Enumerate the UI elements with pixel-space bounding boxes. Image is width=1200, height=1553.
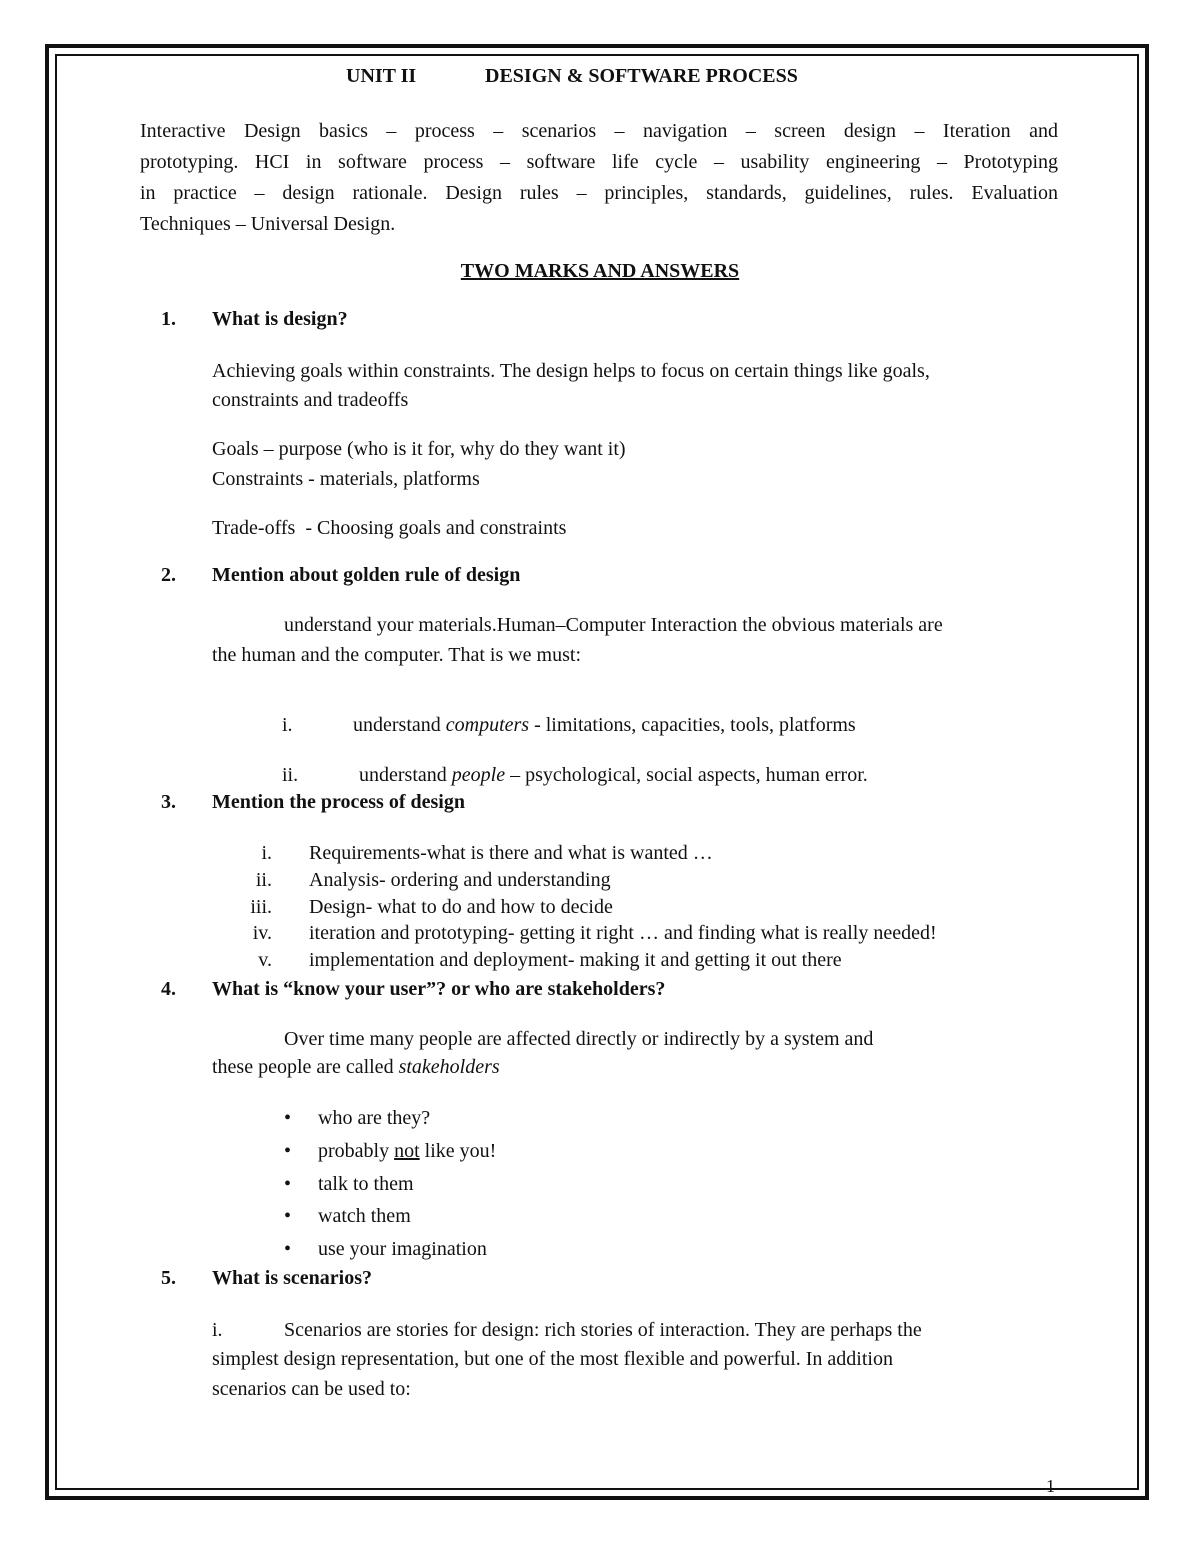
answer-line: understand your materials.Human–Computer Interaction the obvious materials are [284, 614, 943, 636]
question-text: Mention about golden rule of design [212, 564, 521, 586]
item-number: iv. [252, 922, 272, 944]
question-number: 4. [161, 978, 176, 1000]
unit-label: UNIT II [346, 65, 417, 87]
item-text: iteration and prototyping- getting it right … and finding what is really needed! [309, 922, 937, 944]
item-text: Analysis- ordering and understanding [309, 869, 611, 891]
item-text-post: - limitations, capacities, tools, platforms [529, 714, 856, 736]
bullet-text-pre: use your imagination [318, 1238, 487, 1260]
syllabus-line: Techniques – Universal Design. [140, 213, 396, 235]
answer-line: simplest design representation, but one of the most flexible and powerful. In addition [212, 1348, 893, 1370]
item-number: i. [261, 842, 272, 864]
bullet-text [318, 1204, 411, 1228]
bullet-icon: • [284, 1140, 292, 1162]
item-number: iii. [250, 896, 272, 918]
item-text [353, 713, 856, 737]
item-text: implementation and deployment- making it and getting it out there [309, 949, 842, 971]
syllabus-line: in practice – design rationale. Design rules – principles, standards, guidelines, rules. Evaluation [140, 182, 1058, 204]
unit-title: DESIGN & SOFTWARE PROCESS [485, 65, 798, 87]
question-number: 1. [161, 308, 176, 330]
item-number: ii. [282, 764, 299, 786]
item-text-post: – psychological, social aspects, human error. [505, 764, 868, 786]
section-title: TWO MARKS AND ANSWERS [460, 260, 740, 282]
bullet-text [318, 1172, 414, 1196]
item-text-emphasis: computers [445, 714, 530, 736]
bullet-icon: • [284, 1205, 292, 1227]
bullet-text [318, 1106, 430, 1130]
bullet-icon: • [284, 1238, 292, 1260]
goals-line: Goals – purpose (who is it for, why do they want it) [212, 438, 626, 460]
question-text: Mention the process of design [212, 791, 465, 813]
item-text-pre: understand [359, 764, 452, 786]
bullet-text-pre: probably [318, 1140, 395, 1162]
bullet-text-underline: not [394, 1140, 420, 1162]
answer-text: Scenarios are stories for design: rich stories of interaction. They are perhaps the [284, 1319, 922, 1341]
question-number: 2. [161, 564, 176, 586]
bullet-text-post: like you! [419, 1140, 497, 1162]
item-number: i. [212, 1319, 223, 1341]
answer-line [212, 1055, 500, 1079]
answer-text: these people are called [212, 1056, 399, 1078]
item-text [359, 763, 868, 787]
bullet-text-pre: talk to them [318, 1173, 414, 1195]
bullet-text-pre: who are they? [318, 1107, 431, 1129]
item-text: Design- what to do and how to decide [309, 896, 613, 918]
bullet-text [318, 1139, 496, 1163]
answer-line: scenarios can be used to: [212, 1378, 411, 1400]
item-text-pre: understand [353, 714, 446, 736]
question-text: What is design? [212, 308, 348, 330]
question-text: What is “know your user”? or who are stakeholders? [212, 978, 666, 1000]
answer-emphasis: stakeholders [398, 1056, 500, 1078]
tradeoffs-line: Trade-offs - Choosing goals and constraints [212, 517, 567, 539]
item-number: v. [258, 949, 272, 971]
answer-line: constraints and tradeoffs [212, 389, 409, 411]
question-number: 5. [161, 1267, 176, 1289]
item-text: Requirements-what is there and what is wanted … [309, 842, 713, 864]
item-number: i. [282, 714, 293, 736]
question-number: 3. [161, 791, 176, 813]
bullet-text [318, 1237, 487, 1261]
item-number: ii. [255, 869, 272, 891]
question-text: What is scenarios? [212, 1267, 372, 1289]
bullet-icon: • [284, 1173, 292, 1195]
answer-line: the human and the computer. That is we must: [212, 644, 582, 666]
answer-line: Over time many people are affected directly or indirectly by a system and [284, 1028, 874, 1050]
constraints-line: Constraints - materials, platforms [212, 468, 480, 490]
syllabus-line: Interactive Design basics – process – scenarios – navigation – screen design – Iteration and [140, 120, 1058, 142]
page-number: 1 [1046, 1476, 1055, 1496]
bullet-text-pre: watch them [318, 1205, 411, 1227]
bullet-icon: • [284, 1107, 292, 1129]
answer-line: Achieving goals within constraints. The design helps to focus on certain things like goals, [212, 360, 930, 382]
syllabus-line: prototyping. HCI in software process – software life cycle – usability engineering – Prototyping [140, 151, 1058, 173]
item-text-emphasis: people [451, 764, 506, 786]
